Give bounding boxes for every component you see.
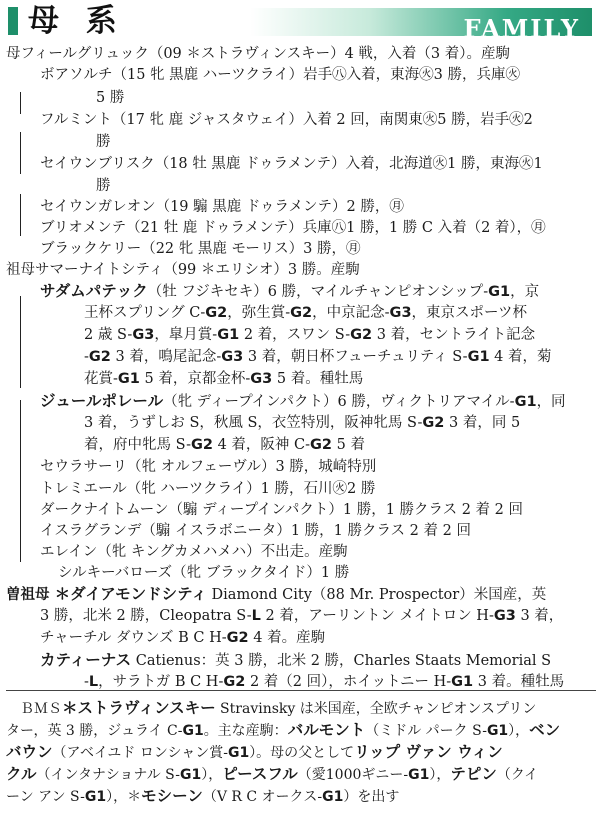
continuation-line: チャーチル ダウンズ B C H-G2 4 着。産駒: [40, 630, 326, 646]
continuation-line: 勝: [96, 178, 111, 194]
great-granddam-line: 曽祖母 ＊ダイアモンドシティ Diamond City（88 Mr. Prospector）米国産，英: [6, 585, 547, 603]
progeny-line: セウラサーリ（牝 オルフェーヴル）3 勝，城崎特別: [40, 459, 377, 475]
progeny-line: ブラックケリー（22 牝 黒鹿 モーリス）3 勝，㊊: [40, 241, 361, 257]
bms-line: クル（インタナショナル S-G1），ピースフル（愛1000ギニー-G1），テピン（クイ: [6, 765, 539, 783]
section-divider: [6, 690, 596, 691]
continuation-line: -G2 3 着，鳴尾記念-G3 3 着，朝日杯フューチュリティ S-G1 4 着，菊: [84, 349, 552, 365]
progeny-line: ボアソルチ（15 牝 黒鹿 ハーツクライ）岩手㊇入着，東海㊋3 勝，兵庫㊋: [40, 67, 520, 83]
bms-line: ＢＭＳ＊ストラヴィンスキー Stravinsky は米国産，全欧チャンピオンスプリン: [20, 699, 537, 717]
progeny-line: サダムパテック（牡 フジキセキ）6 勝，マイルチャンピオンシップ-G1，京: [40, 282, 540, 300]
progeny-line: エレイン（牝 キングカメハメハ）不出走。産駒: [40, 544, 348, 560]
continuation-line: 2 歳 S-G3，皐月賞-G1 2 着，スワン S-G2 3 着，セントライト記念: [84, 327, 536, 343]
progeny-line: ダークナイトムーン（騸 ディープインパクト）1 勝，1 勝クラス 2 着 2 回: [40, 502, 523, 518]
indent-guide-line: [20, 472, 21, 562]
indent-guide-line: [20, 132, 21, 174]
progeny-line: フルミント（17 牝 鹿 ジャスタウェイ）入着 2 回，南関東㊋5 勝，岩手㊋2: [40, 112, 533, 128]
progeny-line: トレミエール（牝 ハーツクライ）1 勝，石川㊋2 勝: [40, 481, 376, 497]
progeny-line: ジュールポレール（牝 ディープインパクト）6 勝，ヴィクトリアマイル-G1，同: [40, 392, 566, 410]
continuation-line: 5 勝: [96, 90, 125, 106]
continuation-line: -L，サラトガ B C H-G2 2 着（2 回），ホイットニー H-G1 3 着。種牡馬: [84, 674, 565, 690]
continuation-line: 花賞-G1 5 着，京都金杯-G3 5 着。種牡馬: [84, 371, 364, 387]
indent-guide-line: [20, 296, 21, 388]
granddam-line: 祖母サマーナイトシティ（99 ＊エリシオ）3 勝。産駒: [6, 262, 360, 278]
indent-guide-line: [20, 400, 21, 472]
dam-line: 母フィールグリュック（09 ＊ストラヴィンスキー）4 戦，入着（3 着）。産駒: [6, 46, 510, 62]
header-accent-bar: [8, 7, 18, 35]
continuation-line: 王杯スプリング C-G2，弥生賞-G2，中京記念-G3，東京スポーツ杯: [84, 305, 527, 321]
section-title: 母 系: [28, 3, 125, 39]
progeny-line: セイウンブリスク（18 牡 黒鹿 ドゥラメンテ）入着，北海道㊋1 勝，東海㊋1: [40, 156, 543, 172]
progeny-line: ブリオメンテ（21 牡 鹿 ドゥラメンテ）兵庫㊇1 勝，1 勝 C 入着（2 着），㊊: [40, 220, 546, 236]
continuation-line: 着，府中牝馬 S-G2 4 着，阪神 C-G2 5 着: [84, 437, 365, 453]
header-gradient-band: [250, 8, 592, 43]
continuation-line: 3 着，うずしお S，秋風 S，衣笠特別，阪神牝馬 S-G2 3 着，同 5: [84, 415, 521, 431]
progeny-line: イスラグランデ（騸 イスラボニータ）1 勝，1 勝クラス 2 着 2 回: [40, 523, 471, 539]
progeny-line: シルキーバローズ（牝 ブラックタイド）1 勝: [58, 565, 350, 581]
bms-line: バウン（アベイユド ロンシャン賞-G1）。母の父としてリップ ヴァン ウィン: [6, 743, 503, 761]
indent-guide-line: [20, 194, 21, 236]
continuation-line: 3 勝，北米 2 勝，Cleopatra S-L 2 着，アーリントン メイトロン H-G3 3 着，: [40, 608, 564, 624]
progeny-line: カティーナス Catienus：英 3 勝，北米 2 勝，Charles Staats Memorial S: [40, 651, 552, 669]
section-header: [0, 0, 600, 43]
progeny-line: セイウンガレオン（19 騸 黒鹿 ドゥラメンテ）2 勝，㊊: [40, 199, 404, 215]
continuation-line: 勝: [96, 134, 111, 150]
bms-line: ター，英 3 勝，ジュライ C-G1。主な産駒：バルモント（ミドル パーク S-G1），ベン: [6, 721, 561, 739]
section-title-english: FAMILY: [463, 14, 580, 43]
bms-line: ーン アン S-G1），＊モシーン（V R C オークス-G1）を出す: [6, 787, 400, 805]
indent-guide-line: [20, 92, 21, 114]
